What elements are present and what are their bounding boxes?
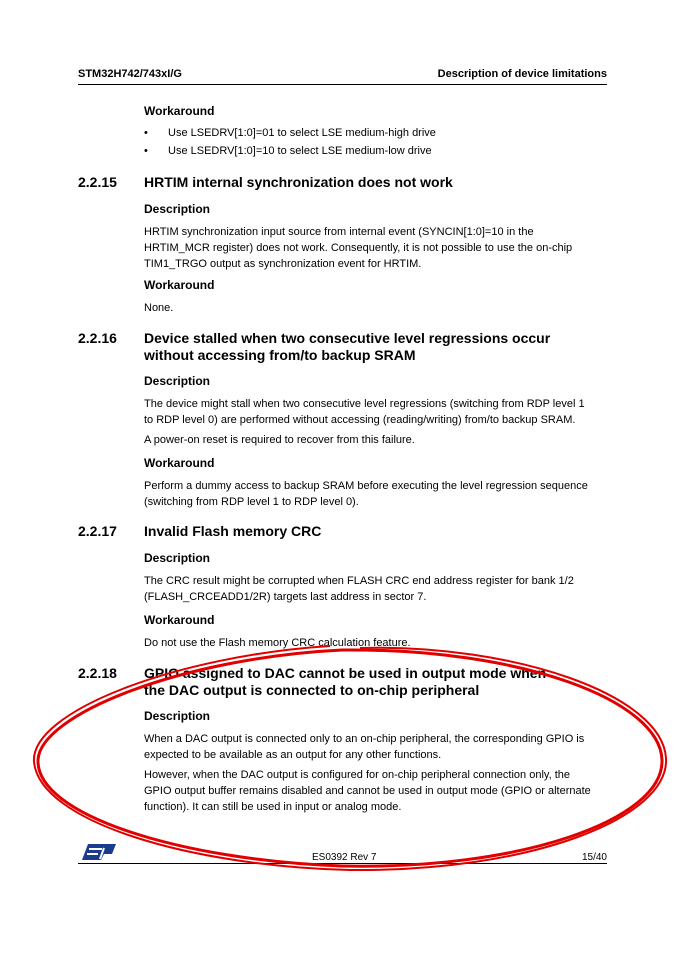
section-number: 2.2.16 [78,330,117,346]
section-title: without accessing from/to backup SRAM [144,347,416,363]
section-number: 2.2.15 [78,174,117,190]
section-number: 2.2.18 [78,665,117,681]
section-title: Device stalled when two consecutive level regressions occur [144,330,551,346]
section-title: Invalid Flash memory CRC [144,523,322,539]
paragraph-line: expected to be available as an output for any other functions. [144,749,442,761]
bullet-glyph: • [144,145,148,157]
paragraph-line: HRTIM synchronization input source from internal event (SYNCIN[1:0]=10 in the [144,226,534,238]
paragraph-line: function). It can still be used in input or analog mode. [144,801,402,813]
bullet-glyph: • [144,127,148,139]
description-heading: Description [144,374,211,388]
section-number: 2.2.17 [78,523,117,539]
header-rule [78,84,607,85]
description-heading: Description [144,709,211,723]
workaround-heading: Workaround [144,613,215,627]
section-title: HRTIM internal synchronization does not work [144,174,453,190]
paragraph-line: Do not use the Flash memory CRC calculation feature. [144,637,411,649]
paragraph-line: When a DAC output is connected only to an on-chip peripheral, the corresponding GPIO is [144,733,585,745]
description-heading: Description [144,202,211,216]
list-item-text: Use LSEDRV[1:0]=10 to select LSE medium-low drive [168,145,432,157]
paragraph-line: to RDP level 0) are performed without accessing (reading/writing) from/to backup SRAM. [144,414,576,426]
paragraph-line: TIM1_TRGO output as synchronization event for HRTIM. [144,258,422,270]
list-item-text: Use LSEDRV[1:0]=01 to select LSE medium-high drive [168,127,436,139]
paragraph-line: None. [144,302,174,314]
section-title: GPIO assigned to DAC cannot be used in output mode when [144,665,547,681]
footer-page-number: 15/40 [581,852,607,863]
paragraph-line: A power-on reset is required to recover from this failure. [144,434,415,446]
header-doc-title: STM32H742/743xI/G [78,68,182,80]
paragraph-line: HRTIM_MCR register) does not work. Consequently, it is not possible to use the on-chip [144,242,573,254]
paragraph-line: The CRC result might be corrupted when FLASH CRC end address register for bank 1/2 [144,575,574,587]
description-heading: Description [144,551,211,565]
st-logo-icon [78,842,118,862]
header-section-title: Description of device limitations [437,68,607,80]
footer-rule [78,863,607,864]
footer-doc-id: ES0392 Rev 7 [312,852,377,863]
paragraph-line: The device might stall when two consecutive level regressions (switching from RDP level 1 [144,398,585,410]
workaround-heading: Workaround [144,278,215,292]
paragraph-line: (switching from RDP level 1 to RDP level 0). [144,496,359,508]
section-title: the DAC output is connected to on-chip peripheral [144,682,480,698]
workaround-heading: Workaround [144,456,215,470]
paragraph-line: GPIO output buffer remains disabled and cannot be used in output mode (GPIO or alternate [144,785,591,797]
paragraph-line: (FLASH_CRCEADD1/2R) targets last address in sector 7. [144,591,427,603]
paragraph-line: However, when the DAC output is configured for on-chip peripheral connection only, the [144,769,570,781]
paragraph-line: Perform a dummy access to backup SRAM before executing the level regression sequence [144,480,588,492]
workaround-heading: Workaround [144,104,215,118]
